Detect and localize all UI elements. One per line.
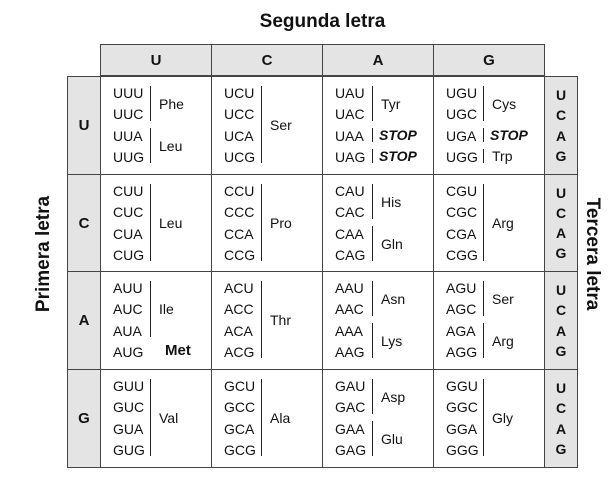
bracket xyxy=(483,281,484,316)
bracket xyxy=(150,128,151,163)
codon-list xyxy=(446,378,479,458)
bracket xyxy=(372,379,373,414)
third-letter-g: G xyxy=(555,342,567,359)
first-letter-header-c: C xyxy=(67,174,101,272)
amino-acid-label: Lys xyxy=(381,332,403,349)
amino-acid-label: Glu xyxy=(381,430,403,447)
codon: CAG xyxy=(335,246,366,263)
codon: UGA xyxy=(446,127,477,144)
codon: GUU xyxy=(113,378,145,394)
codon: GUA xyxy=(113,420,144,437)
codon: CUG xyxy=(113,246,145,263)
codon-cell xyxy=(433,174,545,272)
first-letter-header-u: U xyxy=(67,76,101,175)
third-letter-u: U xyxy=(555,282,567,299)
codon-cell xyxy=(100,76,212,175)
codon: CAU xyxy=(335,183,365,199)
bracket xyxy=(372,323,373,358)
codon: GAA xyxy=(335,420,365,437)
bracket xyxy=(483,128,484,142)
codon-list xyxy=(446,183,478,263)
codon-cell xyxy=(100,174,212,272)
third-letter-column-g xyxy=(544,369,578,468)
amino-acid-label: Asn xyxy=(381,290,406,307)
bracket xyxy=(483,149,484,163)
bracket xyxy=(150,184,151,261)
bracket xyxy=(372,281,373,316)
codon: ACG xyxy=(224,343,255,360)
codon: UGC xyxy=(446,106,478,123)
third-letter-a: A xyxy=(555,127,567,144)
codon: GCA xyxy=(224,420,255,437)
third-letter-column-a xyxy=(544,271,578,370)
amino-acid-label: Arg xyxy=(492,214,514,231)
codon: ACA xyxy=(224,322,253,339)
amino-acid-label: Cys xyxy=(492,95,517,112)
codon-list xyxy=(113,378,145,458)
amino-acid-label: Leu xyxy=(159,137,183,154)
codon: AUU xyxy=(113,280,143,296)
codon-cell xyxy=(211,174,323,272)
codon: GCC xyxy=(224,399,256,416)
codon-list xyxy=(224,183,255,263)
codon: AGG xyxy=(446,343,478,360)
codon: CCA xyxy=(224,225,254,242)
codon-list xyxy=(335,183,365,263)
stop-codon-label: STOP xyxy=(379,148,417,164)
codon-list xyxy=(446,280,477,360)
second-letter-header-u: U xyxy=(100,44,212,76)
codon: UUU xyxy=(113,85,144,101)
amino-acid-label: Pro xyxy=(270,214,292,231)
codon: AAC xyxy=(335,301,364,318)
third-letter-title: Tercera letra xyxy=(582,197,603,311)
codon: CUU xyxy=(113,183,144,199)
codon: GAG xyxy=(335,441,367,458)
codon-list xyxy=(224,280,254,360)
amino-acid-label: Phe xyxy=(159,95,184,112)
bracket xyxy=(150,281,151,337)
codon-list xyxy=(446,85,478,165)
amino-acid-label: Gly xyxy=(492,409,513,426)
codon: GGA xyxy=(446,420,478,437)
codon: UUC xyxy=(113,106,144,123)
amino-acid-label: Val xyxy=(159,409,179,426)
amino-acid-label: Asp xyxy=(381,388,406,405)
codon: ACC xyxy=(224,301,254,318)
codon: UUA xyxy=(113,127,143,144)
codon-cell xyxy=(433,271,545,370)
bracket xyxy=(261,281,262,358)
codon-cell xyxy=(100,369,212,468)
codon-list xyxy=(113,85,144,165)
bracket xyxy=(372,184,373,219)
codon-cell xyxy=(433,369,545,468)
amino-acid-label: Leu xyxy=(159,214,183,231)
amino-acid-label: Ala xyxy=(270,409,291,426)
bracket xyxy=(261,184,262,261)
codon: UAC xyxy=(335,106,365,123)
codon-cell xyxy=(211,76,323,175)
first-letter-header-g: G xyxy=(67,369,101,468)
codon: UCA xyxy=(224,127,254,144)
codon: CGU xyxy=(446,183,478,199)
amino-acid-label: Arg xyxy=(492,332,514,349)
amino-acid-label: Met xyxy=(165,342,191,359)
codon-cell xyxy=(322,174,434,272)
bracket xyxy=(372,86,373,121)
stop-codon-label: STOP xyxy=(379,127,417,143)
codon: UCU xyxy=(224,85,255,101)
amino-acid-label: Ser xyxy=(492,290,514,307)
third-letter-c: C xyxy=(555,302,567,319)
codon: AGC xyxy=(446,301,477,318)
codon: GUG xyxy=(113,441,145,458)
codon-cell xyxy=(100,271,212,370)
codon-cell xyxy=(211,369,323,468)
amino-acid-label: Ser xyxy=(270,116,292,133)
codon: UGG xyxy=(446,148,478,165)
codon: GAC xyxy=(335,399,366,416)
third-letter-g: G xyxy=(555,245,567,261)
third-letter-u: U xyxy=(555,380,567,397)
codon-cell xyxy=(211,271,323,370)
amino-acid-label: His xyxy=(381,193,402,210)
first-letter-header-a: A xyxy=(67,271,101,370)
third-letter-column-u xyxy=(544,76,578,175)
codon-list xyxy=(335,85,365,165)
bracket xyxy=(483,323,484,358)
codon-cell xyxy=(322,369,434,468)
codon: CAA xyxy=(335,225,364,242)
amino-acid-label: Trp xyxy=(492,148,513,164)
third-letter-c: C xyxy=(555,205,567,221)
codon: CCG xyxy=(224,246,256,263)
codon: UGU xyxy=(446,85,478,101)
bracket xyxy=(372,128,373,142)
amino-acid-label: Tyr xyxy=(381,95,401,112)
second-letter-header-c: C xyxy=(211,44,323,76)
codon: AGA xyxy=(446,322,476,339)
third-letter-c: C xyxy=(555,400,567,417)
codon: CCC xyxy=(224,204,255,221)
codon-cell xyxy=(322,76,434,175)
codon-list xyxy=(224,85,255,165)
codon: CUC xyxy=(113,204,144,221)
codon: AUA xyxy=(113,322,142,339)
third-letter-a: A xyxy=(555,420,567,437)
codon: AAA xyxy=(335,322,364,339)
codon-list xyxy=(335,378,366,458)
bracket xyxy=(261,86,262,163)
bracket xyxy=(483,379,484,456)
stop-codon-label: STOP xyxy=(490,127,528,143)
codon: CAC xyxy=(335,204,365,221)
codon: AAG xyxy=(335,343,365,360)
amino-acid-label: Gln xyxy=(381,235,403,252)
codon: CGG xyxy=(446,246,478,263)
codon: GAU xyxy=(335,378,366,394)
codon-list xyxy=(335,280,365,360)
codon: UAG xyxy=(335,148,366,165)
bracket xyxy=(150,379,151,456)
codon: CCU xyxy=(224,183,255,199)
codon: CGC xyxy=(446,204,478,221)
codon: GGU xyxy=(446,378,478,394)
third-letter-u: U xyxy=(555,87,567,104)
codon-cell xyxy=(433,76,545,175)
codon-list xyxy=(113,183,144,263)
bracket xyxy=(150,86,151,121)
bracket xyxy=(372,421,373,456)
bracket xyxy=(261,379,262,456)
third-letter-a: A xyxy=(555,322,567,339)
amino-acid-label: Ile xyxy=(159,301,174,317)
codon: GCU xyxy=(224,378,256,394)
codon: UUG xyxy=(113,148,145,165)
codon: CUA xyxy=(113,225,143,242)
second-letter-header-a: A xyxy=(322,44,434,76)
codon: AGU xyxy=(446,280,477,296)
second-letter-header-g: G xyxy=(433,44,545,76)
first-letter-title: Primera letra xyxy=(33,195,54,313)
codon: AUC xyxy=(113,301,143,318)
amino-acid-label: Thr xyxy=(270,311,291,328)
second-letter-title: Segunda letra xyxy=(259,11,386,32)
codon: CGA xyxy=(446,225,477,242)
codon: UCG xyxy=(224,148,256,165)
codon: AAU xyxy=(335,280,364,296)
codon: GCG xyxy=(224,441,256,458)
codon: ACU xyxy=(224,280,254,296)
codon: GGC xyxy=(446,399,478,416)
third-letter-c: C xyxy=(555,107,567,124)
bracket xyxy=(483,86,484,121)
third-letter-column-c xyxy=(544,174,578,272)
third-letter-a: A xyxy=(555,225,567,241)
codon: UAA xyxy=(335,127,364,144)
third-letter-u: U xyxy=(555,185,567,201)
codon: UAU xyxy=(335,85,365,101)
bracket xyxy=(372,149,373,163)
codon: UCC xyxy=(224,106,255,123)
codon: GGG xyxy=(446,441,479,458)
codon-cell xyxy=(322,271,434,370)
bracket xyxy=(372,226,373,261)
codon: GUC xyxy=(113,399,145,416)
third-letter-g: G xyxy=(555,440,567,457)
codon-list xyxy=(113,280,143,360)
third-letter-g: G xyxy=(555,147,567,164)
bracket xyxy=(483,184,484,261)
codon: AUG xyxy=(113,343,144,360)
codon-list xyxy=(224,378,256,458)
